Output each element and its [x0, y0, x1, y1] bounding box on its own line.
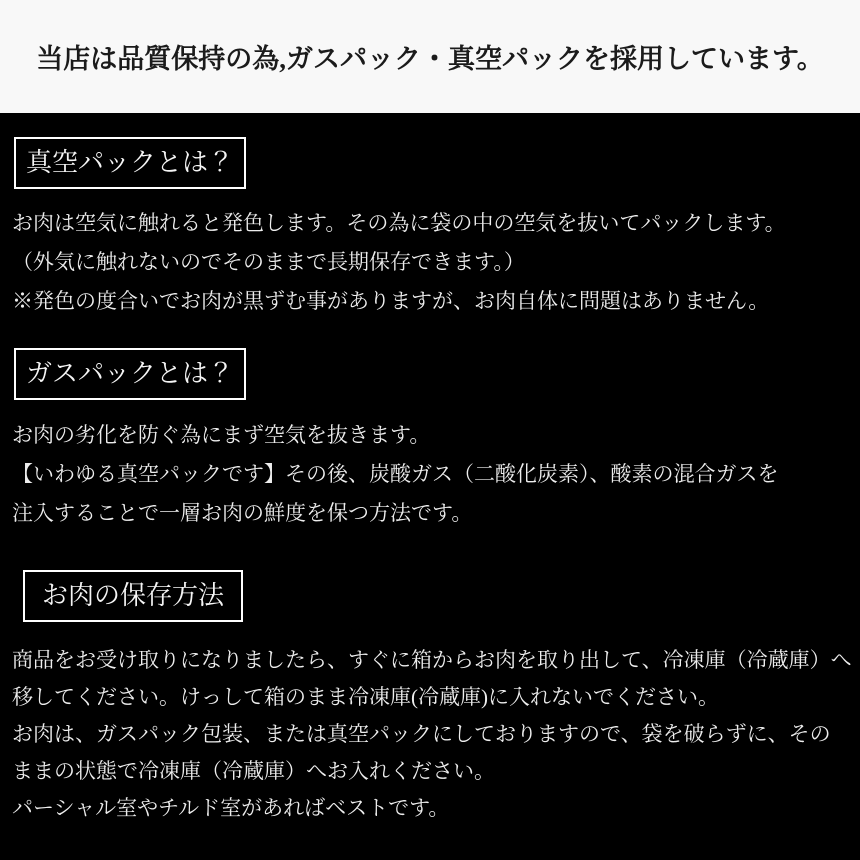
paragraph-line: 移してください。けっして箱のまま冷凍庫(冷蔵庫)に入れないでください。	[12, 685, 719, 709]
section-text-gas-pack	[12, 416, 860, 533]
paragraph-line: お肉は空気に触れると発色します。その為に袋の中の空気を抜いてパックします。	[12, 211, 786, 235]
section-text-vacuum-pack	[12, 204, 860, 321]
section-heading-gas-pack: ガスパックとは？	[14, 348, 246, 400]
paragraph-line: ※発色の度合いでお肉が黒ずむ事がありますが、お肉自体に問題はありません。	[12, 289, 770, 313]
paragraph-line: （外気に触れないのでそのままで長期保存できます。）	[12, 250, 525, 274]
content-area	[0, 113, 860, 827]
paragraph-line: ままの状態で冷凍庫（冷蔵庫）へお入れください。	[12, 759, 495, 783]
paragraph-line: 【いわゆる真空パックです】その後、炭酸ガス（二酸化炭素）、酸素の混合ガスを	[12, 462, 779, 486]
section-text-storage-method	[12, 642, 860, 827]
section-gas-pack	[0, 321, 860, 533]
page-title: 当店は品質保持の為,ガスパック・真空パックを採用しています。	[36, 44, 824, 74]
paragraph-line: お肉の劣化を防ぐ為にまず空気を抜きます。	[12, 423, 431, 447]
section-storage-method	[0, 533, 860, 827]
paragraph-line: 注入することで一層お肉の鮮度を保つ方法です。	[12, 501, 473, 525]
header-band	[0, 0, 860, 113]
section-vacuum-pack	[0, 113, 860, 321]
paragraph-line: 商品をお受け取りになりましたら、すぐに箱からお肉を取り出して、冷凍庫（冷蔵庫）へ	[12, 648, 852, 672]
paragraph-line: お肉は、ガスパック包装、または真空パックにしておりますので、袋を破らずに、その	[12, 722, 831, 746]
paragraph-line: パーシャル室やチルド室があればベストです。	[12, 796, 450, 820]
section-heading-vacuum-pack: 真空パックとは？	[14, 137, 246, 189]
section-heading-storage-method: お肉の保存方法	[23, 570, 243, 622]
